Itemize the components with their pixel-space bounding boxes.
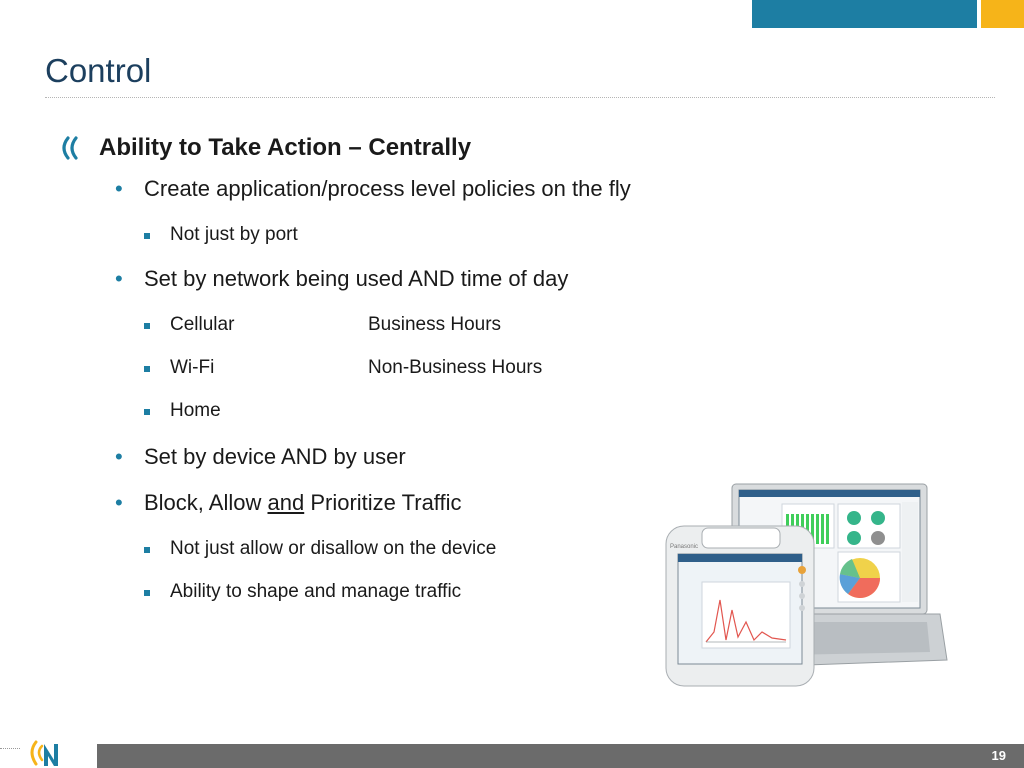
square-bullet-icon bbox=[144, 233, 150, 239]
tablet-image bbox=[666, 526, 814, 686]
double-chevron-bullet-icon bbox=[58, 134, 80, 162]
network-label: Home bbox=[170, 400, 221, 421]
bullet-dot-icon: • bbox=[115, 444, 123, 469]
square-bullet-icon bbox=[144, 323, 150, 329]
square-bullet-icon bbox=[144, 590, 150, 596]
page-number: 19 bbox=[991, 748, 1006, 763]
time-label: Non-Business Hours bbox=[368, 357, 543, 378]
company-logo bbox=[26, 736, 64, 768]
bullet-text-underlined: and bbox=[267, 490, 305, 515]
bullet-text-part: Block, Allow bbox=[144, 490, 268, 515]
bullet-dot-icon: • bbox=[115, 266, 123, 291]
bullet-text bbox=[144, 490, 462, 516]
devices-illustration bbox=[662, 482, 952, 692]
network-label: Cellular bbox=[170, 314, 235, 335]
bullet-dot-icon: • bbox=[115, 490, 123, 515]
network-label: Wi-Fi bbox=[170, 357, 215, 378]
sub-bullet-text: Not just allow or disallow on the device bbox=[170, 538, 497, 559]
slide-title: Control bbox=[45, 52, 152, 89]
bullet-text: Set by network being used AND time of day bbox=[144, 266, 569, 291]
square-bullet-icon bbox=[144, 366, 150, 372]
title-divider bbox=[45, 97, 995, 98]
time-label: Business Hours bbox=[368, 314, 502, 335]
bullet-text-part: Prioritize Traffic bbox=[304, 490, 462, 515]
top-accent-bar-gold bbox=[981, 0, 1024, 28]
top-accent-bar-teal bbox=[752, 0, 977, 28]
tablet-brand-label: Panasonic bbox=[670, 544, 699, 550]
section-heading: Ability to Take Action – Centrally bbox=[99, 134, 472, 161]
bullet-text: Create application/process level policies on the fly bbox=[144, 176, 631, 201]
square-bullet-icon bbox=[144, 547, 150, 553]
sub-bullet-text: Not just by port bbox=[170, 224, 298, 245]
bullet-dot-icon: • bbox=[115, 176, 123, 201]
sub-bullet-text: Ability to shape and manage traffic bbox=[170, 581, 462, 602]
square-bullet-icon bbox=[144, 409, 150, 415]
bullet-text: Set by device AND by user bbox=[144, 444, 406, 469]
footer-divider bbox=[0, 748, 20, 749]
footer-bar bbox=[97, 744, 1024, 768]
